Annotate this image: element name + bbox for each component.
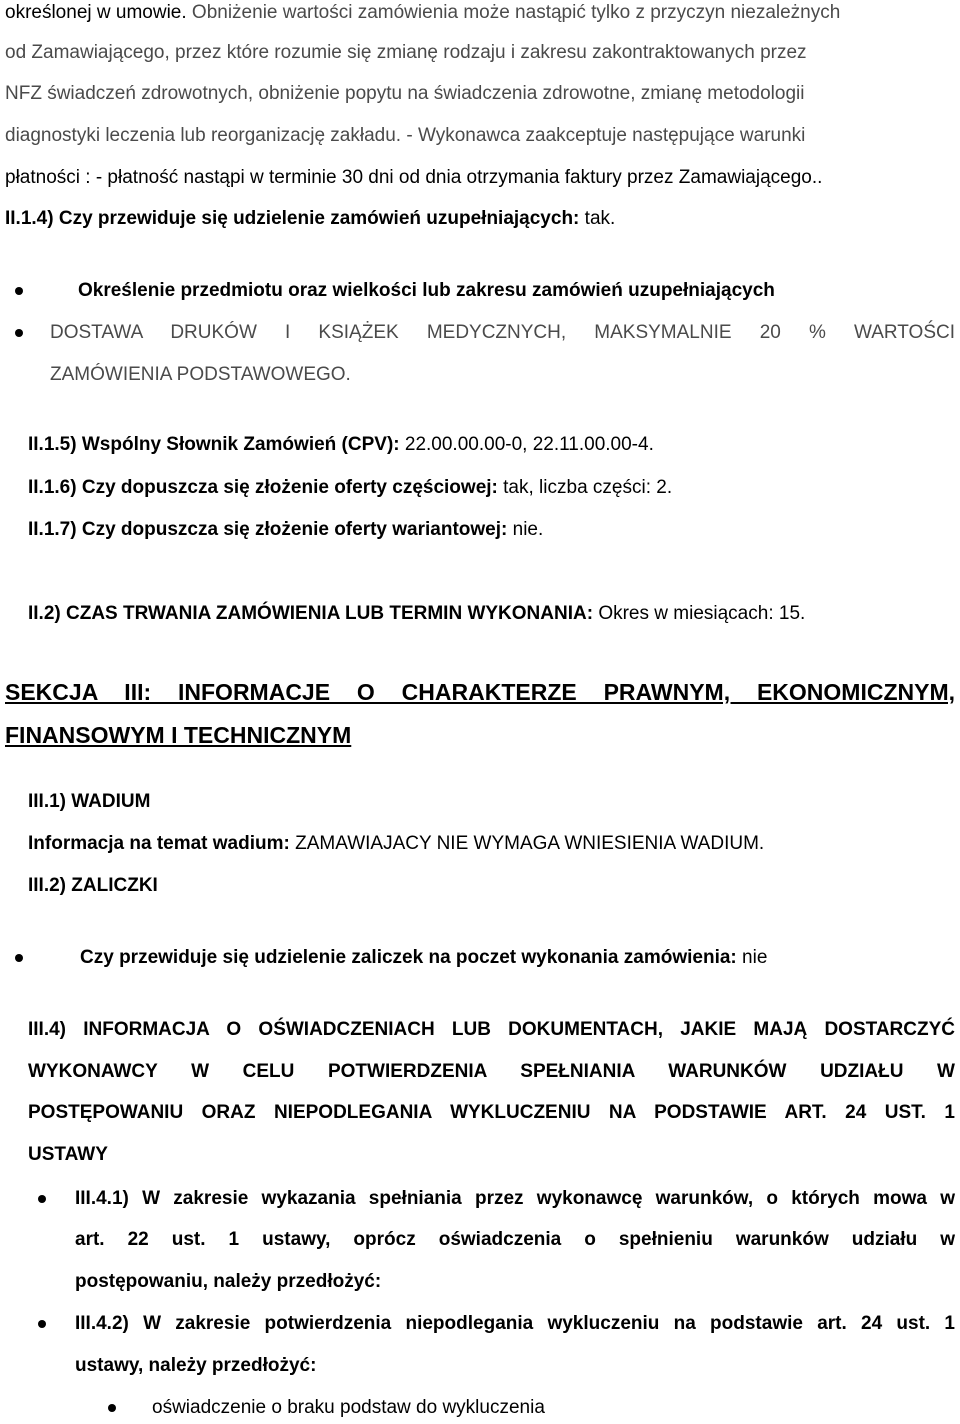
bullet-dot [38, 1320, 46, 1328]
iii2-line [80, 947, 767, 969]
ii17-label: II.1.7) Czy dopuszcza się złożenie oferty wariantowej: [28, 519, 508, 540]
ii16-value: tak, liczba części: 2. [497, 477, 673, 498]
para-text: diagnostyki leczenia lub reorganizację zakładu. [5, 125, 407, 146]
section-heading-line-2: FINANSOWYM I TECHNICZNYM [5, 722, 352, 748]
ii17-value: nie. [507, 519, 544, 540]
ii15-line [28, 434, 654, 456]
ii14-value: tak. [579, 208, 616, 229]
para-text: Obniżenie wartości zamówienia może nastąpić tylko z przyczyn niezależnych [191, 2, 841, 23]
para-line-4 [5, 125, 805, 147]
para-line-3 [5, 83, 804, 105]
iii41-line-1: III.4.1) W zakresie wykazania spełniania przez wykonawcę warunków, o których mowa w [75, 1188, 955, 1209]
bullet-item-2-line-2: ZAMÓWIENIA PODSTAWOWEGO. [50, 364, 351, 385]
iii2-heading: III.2) ZALICZKI [28, 875, 158, 896]
para-text: NFZ świadczeń zdrowotnych, obniżenie popytu na świadczenia zdrowotne, zmianę metodologii [5, 83, 805, 104]
iii1-label: Informacja na temat wadium: [28, 833, 290, 854]
bullet-dot [38, 1195, 46, 1203]
ii15-value: 22.00.00.00-0, 22.11.00.00-4. [399, 434, 654, 455]
bullet-dot [15, 954, 23, 962]
para-line-5 [5, 167, 822, 189]
iii4-line-1: III.4) INFORMACJA O OŚWIADCZENIACH LUB DOKUMENTACH, JAKIE MAJĄ DOSTARCZYĆ [28, 1019, 955, 1040]
ii14-line [5, 208, 615, 230]
iii4-line-4: USTAWY [28, 1144, 108, 1165]
para-text: od Zamawiającego, przez które rozumie się zmianę rodzaju i zakresu zakontraktowanych przez [5, 42, 807, 63]
ii2-label: II.2) CZAS TRWANIA ZAMÓWIENIA LUB TERMIN WYKONANIA: [28, 603, 594, 624]
iii4-line-2: WYKONAWCY W CELU POTWIERDZENIA SPEŁNIANIA WARUNKÓW UDZIAŁU W [28, 1061, 955, 1082]
para-text: płatności : - płatność nastąpi w terminie 30 dni od dnia otrzymania faktury przez Zamawiającego.. [5, 167, 823, 188]
iii2-label: Czy przewiduje się udzielenie zaliczek na poczet wykonania zamówienia: [80, 947, 737, 968]
para-text: określonej w umowie. [5, 2, 192, 23]
section-heading-line-1: SEKCJA III: INFORMACJE O CHARAKTERZE PRAWNYM, EKONOMICZNYM, [5, 679, 955, 705]
ii2-line [28, 603, 805, 625]
para-line-1 [5, 2, 840, 24]
iii41-line-2: art. 22 ust. 1 ustawy, oprócz oświadczenia o spełnieniu warunków udziału w [75, 1229, 955, 1250]
iii42-line-1: III.4.2) W zakresie potwierdzenia niepodlegania wykluczeniu na podstawie art. 24 ust. 1 [75, 1313, 955, 1334]
iii2-value: nie [736, 947, 768, 968]
iii41-line-3: postępowaniu, należy przedłożyć: [75, 1271, 382, 1292]
ii16-line [28, 477, 672, 499]
sub-bullet-item: oświadczenie o braku podstaw do wykluczenia [152, 1397, 545, 1418]
iii4-line-3: POSTĘPOWANIU ORAZ NIEPODLEGANIA WYKLUCZENIU NA PODSTAWIE ART. 24 UST. 1 [28, 1102, 955, 1123]
bullet-dot [108, 1404, 116, 1412]
iii1-value: ZAMAWIAJACY NIE WYMAGA WNIESIENIA WADIUM. [289, 833, 765, 854]
ii14-label: II.1.4) Czy przewiduje się udzielenie zamówień uzupełniających: [5, 208, 580, 229]
ii16-label: II.1.6) Czy dopuszcza się złożenie oferty częściowej: [28, 477, 498, 498]
bullet-item-1: Określenie przedmiotu oraz wielkości lub zakresu zamówień uzupełniających [78, 280, 775, 301]
bullet-item-2-line-1: DOSTAWA DRUKÓW I KSIĄŻEK MEDYCZNYCH, MAKSYMALNIE 20 % WARTOŚCI [50, 322, 955, 343]
ii17-line [28, 519, 543, 541]
para-text: - Wykonawca zaakceptuje następujące warunki [406, 125, 806, 146]
para-line-2 [5, 42, 807, 64]
iii1-heading: III.1) WADIUM [28, 791, 151, 812]
iii42-line-2: ustawy, należy przedłożyć: [75, 1355, 317, 1376]
bullet-dot [15, 329, 23, 337]
bullet-dot [15, 287, 23, 295]
ii2-value: Okres w miesiącach: 15. [593, 603, 806, 624]
iii1-line [28, 833, 764, 855]
ii15-label: II.1.5) Wspólny Słownik Zamówień (CPV): [28, 434, 400, 455]
